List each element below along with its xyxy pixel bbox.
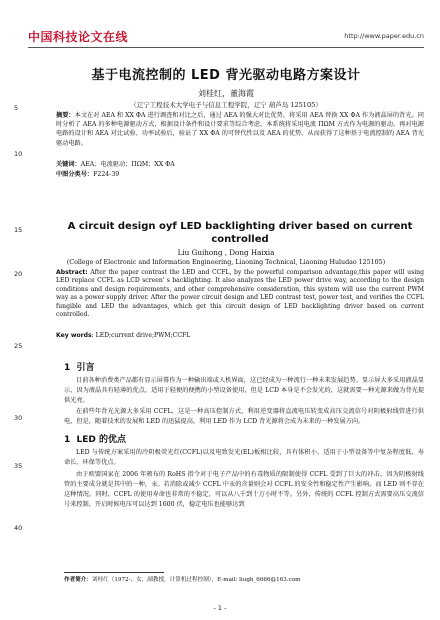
clc-text: F224-39 bbox=[93, 171, 120, 178]
chinese-clc bbox=[56, 170, 424, 179]
english-keywords-label: Key words bbox=[56, 332, 92, 339]
line-number-20: 20 bbox=[14, 270, 23, 278]
line-number-40: 40 bbox=[14, 524, 23, 532]
section-title: 引言 bbox=[76, 363, 95, 373]
chinese-authors: 刘桂红，董海霞 bbox=[198, 89, 254, 98]
footnote-text: 刘桂红（1972-，女，副教授，计算机过程控制），E-mail: liugh_6666@163.com bbox=[91, 577, 301, 583]
paragraph: LED 与传统方案采用的冷阴极荧光灯(CCFL)以及电致发光(EL)板相比较，具有体积小、适用于小型设备等中复杂程度低、寿命长、环保等优点。 bbox=[64, 449, 424, 467]
english-title: A circuit design oyf LED backlighting driver based on current controlled bbox=[67, 221, 413, 245]
english-abstract bbox=[56, 269, 424, 319]
abstract-text: 本文在对 AEA 和 XX ΦA 进行调查和对比之后，通过 AEA 的强大对比优势，将采用 AEA 替换 XX ΦA 作为液晶屏的背光。同时分析了 AEA 的多种电源驱动方式，根据设计条件和设计要求等综合考虑，本系统将采用电流 ΠΩM 方式作为电源的驱动。再对电源电路的设计和 AEA 对比试验、功率试验后，验证了 XX ΦA 的可替代性以及 AEA 的优势，从而获得了这种基于电流控制的 AEA 背光驱动电路。 bbox=[56, 112, 424, 147]
keywords-text: AEA；电流驱动；ΠΩM；XX ΦA bbox=[80, 161, 175, 168]
section-heading-introduction bbox=[64, 360, 95, 373]
footnote-rule bbox=[64, 572, 164, 573]
chinese-affiliation: （辽宁工程技术大学电子与信息工程学院，辽宁 葫芦岛 125105） bbox=[130, 101, 322, 109]
paragraph: 在前些年背光光源大多采用 CCFL，这是一种高压控制方式，利用逆变器将直流电压转变成高压交流信号对阴极射线管进行供电，但是，随着技术的发展和 LED 的迅猛提高，利用 LED 作为 LCD 背光源将会成为未来的一种发展方向。 bbox=[64, 408, 424, 426]
section-number: 1 bbox=[64, 363, 71, 373]
page-number: - 1 - bbox=[213, 604, 227, 612]
english-abstract-label: Abstract: bbox=[56, 269, 88, 276]
english-keywords-text: : LED;current drive;PWM;CCFL bbox=[91, 332, 191, 339]
english-keywords bbox=[56, 331, 424, 340]
english-affiliation: (College of Electronic and Information Engineering, Liaoning Technical, Liaoning Huludao 125105) bbox=[66, 259, 386, 266]
line-number-25: 25 bbox=[14, 342, 23, 350]
paragraph: 由于欧盟国家在 2006 年颁布的 RoHS 指令对于电子产品中的有毒物质的限制使得 CCFL 受到了巨大的冲击，因为阴极射线管的主要成分就是其中的一种，汞。若消除或减少 CCFL 中汞的含量则会对 CCFL 的安全性和稳定性产生影响。而 LED 则不存在这种情况。同时，CCFL 的使用寿命也非常的不稳定，可以从八千到十万小时不等。另外，传统的 CCFL 控制方式需要高压交流信号来控制，开启时候电压可以达到 1600 伏，稳定电压也能够达到 bbox=[64, 471, 424, 509]
line-number-35: 35 bbox=[14, 462, 23, 470]
journal-url[interactable]: http://www.paper.edu.cn bbox=[344, 32, 424, 40]
section-heading-led-advantages bbox=[64, 432, 126, 445]
abstract-label: 摘要： bbox=[56, 112, 75, 119]
section-title: LED 的优点 bbox=[76, 435, 127, 445]
english-authors: Liu Guihong , Dong Haixia bbox=[177, 248, 275, 257]
author-footnote bbox=[64, 576, 424, 584]
header-rule bbox=[28, 47, 424, 48]
chinese-title: 基于电流控制的 LED 背光驱动电路方案设计 bbox=[91, 68, 361, 83]
line-number-30: 30 bbox=[14, 414, 23, 422]
line-number-10: 10 bbox=[14, 150, 23, 158]
chinese-abstract bbox=[56, 111, 424, 148]
paragraph: 目前各种消费类产品都有显示屏幕作为一种输出端或人机界面，这已经成为一种流行一种未来发展趋势。显示屏大多采用液晶显示，因为液晶具有轻薄的优点，适用于轻便的便携的小型设备使用，但是 LCD 本身是不会发光的，这就需要一种光源来做为背光提供光亮。 bbox=[64, 377, 424, 405]
english-abstract-text: After the paper contrast the LED and CCFL, by the powerful comparison advantage,this paper will using LED replace CCFL as LCD screen' s backlighting. It also analyzes the LED power drive way, according to the design conditions and design requirements, and other comprehensive consideration, this system will use the current PWM way as a power supply driver. After the power circuit design and LED contrast test, power test, and verifies the CCFL fungible and LED the advantages, which get this circuit design of LED backlighting driver based on current controlled. bbox=[56, 269, 425, 319]
journal-logo: 中国科技论文在线 bbox=[28, 30, 129, 44]
clc-label: 中图分类号： bbox=[56, 171, 94, 178]
chinese-keywords bbox=[56, 160, 424, 169]
footnote-label: 作者简介： bbox=[64, 577, 92, 583]
line-number-15: 15 bbox=[14, 226, 23, 234]
keywords-label: 关键词： bbox=[56, 161, 81, 168]
line-number-5: 5 bbox=[14, 104, 19, 112]
section-number: 1 bbox=[64, 435, 71, 445]
page-header bbox=[28, 28, 424, 46]
